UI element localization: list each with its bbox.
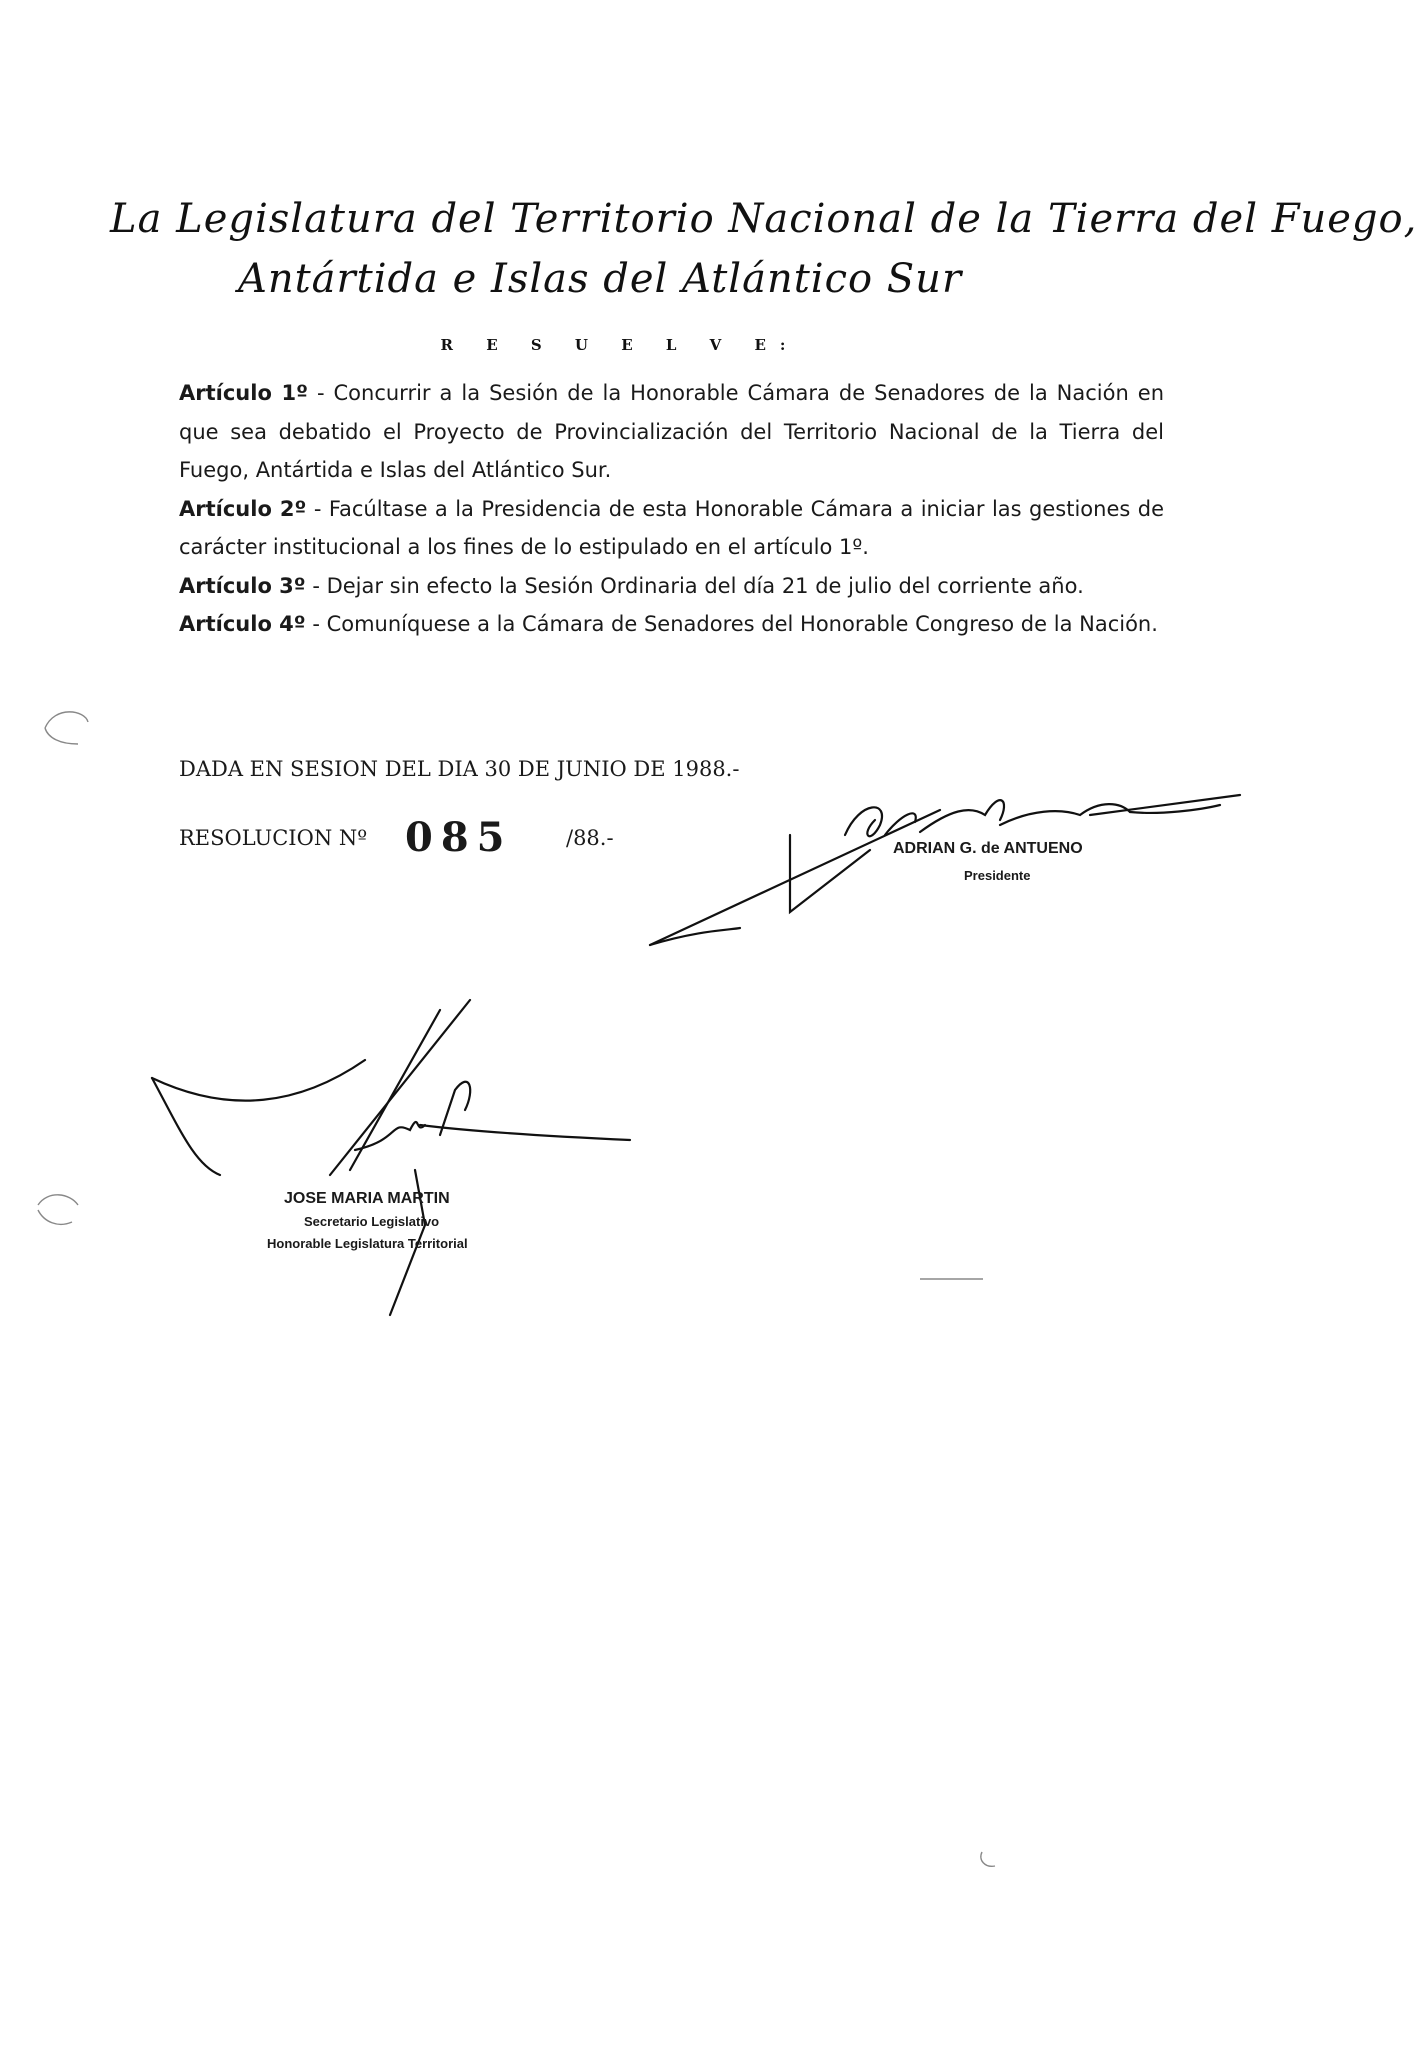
- president-signature: [650, 795, 1240, 945]
- president-title: Presidente: [964, 868, 1031, 883]
- secretary-name: JOSE MARIA MARTIN: [284, 1190, 450, 1207]
- resolution-number: 085: [405, 814, 513, 861]
- article-1-text: - Concurrir a la Sesión de la Honorable Cámara de Senadores de la Nación en que sea debatido el Proyecto de Provincialización del Territorio Nacional de la Tierra del Fuego, Antártida e Islas del Atlántico Sur.: [179, 381, 1165, 482]
- article-2: [179, 490, 1164, 567]
- resolution-label: RESOLUCION Nº: [179, 826, 368, 850]
- heading-line-2: Antártida e Islas del Atlántico Sur: [237, 256, 963, 302]
- article-1: [179, 374, 1164, 490]
- resolution-year: /88.-: [566, 826, 614, 850]
- secretary-organization: Honorable Legislatura Territorial: [267, 1236, 468, 1251]
- article-2-label: Artículo 2º: [179, 496, 307, 521]
- session-date: DADA EN SESION DEL DIA 30 DE JUNIO DE 1988.-: [179, 757, 740, 781]
- articles-body: [179, 374, 1164, 644]
- president-name: ADRIAN G. de ANTUENO: [893, 840, 1083, 857]
- article-4-text: - Comuníquese a la Cámara de Senadores del Honorable Congreso de la Nación.: [305, 612, 1158, 636]
- secretary-signature: [152, 1000, 630, 1315]
- resuelve-title: R E S U E L V E:: [440, 336, 800, 354]
- article-4-label: Artículo 4º: [179, 612, 306, 636]
- heading-line-1: La Legislatura del Territorio Nacional de la Tierra del Fuego,: [110, 196, 1417, 242]
- article-1-label: Artículo 1º: [179, 381, 308, 405]
- article-3-label: Artículo 3º: [179, 573, 306, 598]
- page-marks: [38, 712, 995, 1866]
- article-3: [179, 567, 1164, 606]
- article-2-text: - Facúltase a la Presidencia de esta Honorable Cámara a iniciar las gestiones de carácter institucional a los fines de lo estipulado en el artículo 1º.: [179, 496, 1164, 559]
- article-4: [179, 605, 1164, 644]
- secretary-title: Secretario Legislativo: [304, 1214, 440, 1229]
- article-3-text: - Dejar sin efecto la Sesión Ordinaria del día 21 de julio del corriente año.: [305, 573, 1084, 598]
